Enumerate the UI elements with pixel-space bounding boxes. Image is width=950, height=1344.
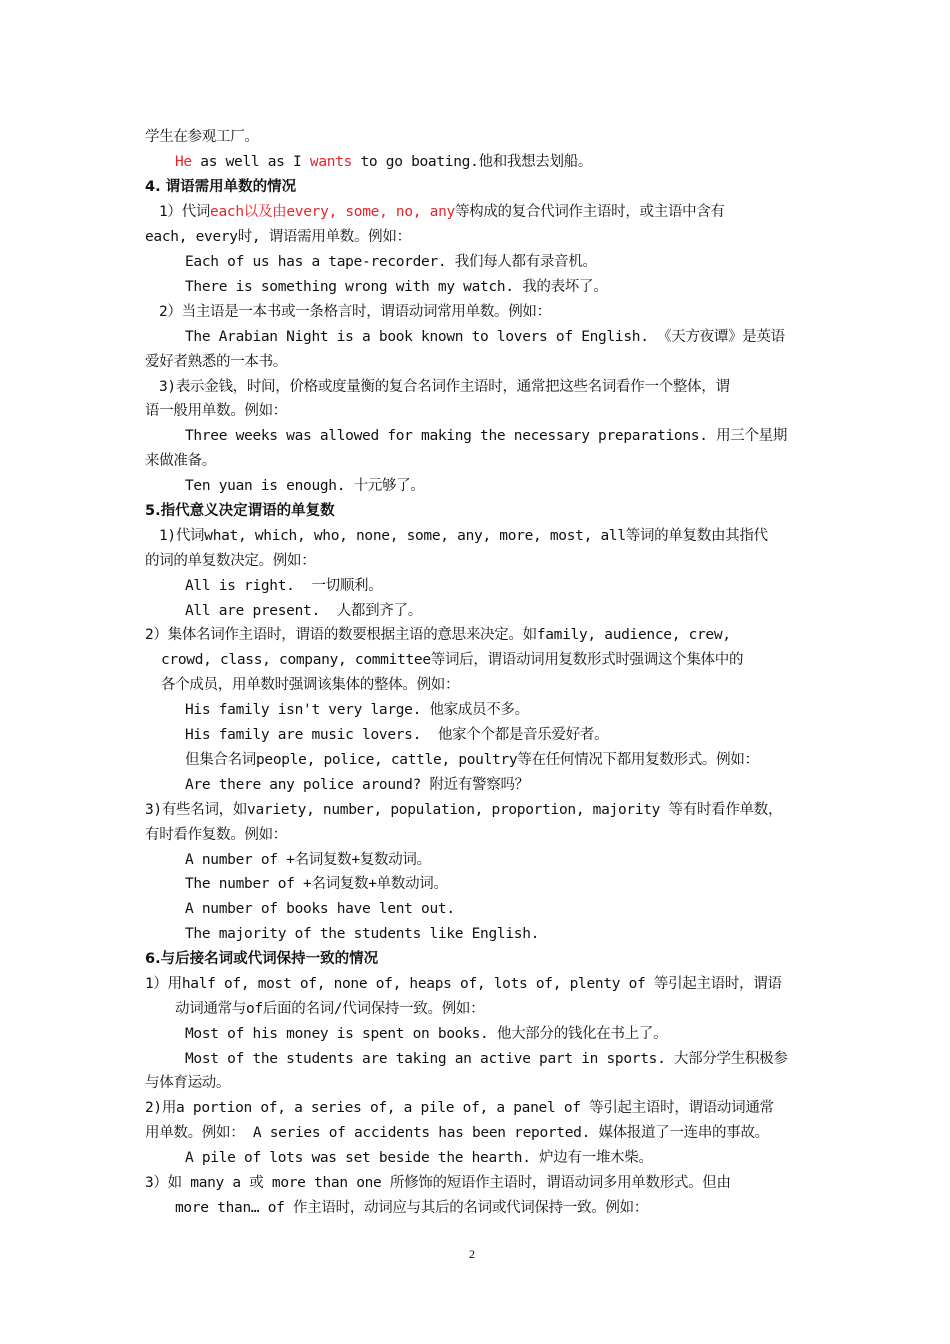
text-run: as well as I — [191, 154, 310, 170]
example-line: His family isn't very large. 他家成员不多。 — [185, 702, 529, 718]
emphasis-text: He — [175, 154, 192, 170]
text-run: 等构成的复合代词作主语时，或主语中含有 — [454, 204, 725, 220]
example-line: His family are music lovers. 他家个个都是音乐爱好者。 — [185, 727, 609, 743]
example-line: Are there any police around? 附近有警察吗？ — [185, 777, 529, 793]
text-line: 动词通常与of后面的名词/代词保持一致。例如： — [175, 1001, 485, 1017]
text-line: 3）如 many a 或 more than one 所修饰的短语作主语时，谓语动词多用单数形式。但由 — [145, 1175, 731, 1191]
page-number: 2 — [469, 1247, 475, 1261]
text-line: 2）集体名词作主语时，谓语的数要根据主语的意思来决定。如family, audience, crew, — [145, 627, 731, 643]
emphasis-text: wants — [309, 154, 353, 170]
text-line: 语一般用单数。例如： — [145, 403, 287, 419]
text-run: 1）代词 — [159, 204, 211, 220]
example-line: Ten yuan is enough. 十元够了。 — [185, 478, 425, 494]
section-heading: 4. 谓语需用单数的情况 — [145, 179, 297, 195]
text-line: 与体育运动。 — [145, 1075, 231, 1091]
text-line: 爱好者熟悉的一本书。 — [145, 354, 287, 370]
example-line: The Arabian Night is a book known to lovers of English. 《天方夜谭》是英语 — [185, 329, 785, 345]
example-line: The number of +名词复数+单数动词。 — [185, 876, 448, 892]
text-line: 用单数。例如： A series of accidents has been reported. 媒体报道了一连串的事故。 — [145, 1125, 769, 1141]
text-line — [175, 152, 592, 172]
text-line: 有时看作复数。例如： — [145, 827, 287, 843]
text-line: 来做准备。 — [145, 453, 216, 469]
emphasis-text: each以及由every, some, no, any — [210, 204, 455, 220]
text-line: 的词的单复数决定。例如： — [145, 553, 316, 569]
text-line: 2)用a portion of, a series of, a pile of, a panel of 等引起主语时，谓语动词通常 — [145, 1100, 774, 1116]
section-heading: 5.指代意义决定谓语的单复数 — [145, 503, 335, 519]
example-line: A number of books have lent out. — [185, 901, 455, 917]
text-line: 1）用half of, most of, none of, heaps of, lots of, plenty of 等引起主语时，谓语 — [145, 976, 782, 992]
text-line: crowd, class, company, committee等词后，谓语动词用复数形式时强调这个集体中的 — [161, 652, 744, 668]
section-heading: 6.与后接名词或代词保持一致的情况 — [145, 951, 379, 967]
text-line: 3)有些名词，如variety, number, population, proportion, majority 等有时看作单数， — [145, 802, 783, 818]
text-line: 1)代词what, which, who, none, some, any, more, most, all等词的单复数由其指代 — [159, 528, 768, 544]
example-line: There is something wrong with my watch. 我的表坏了。 — [185, 279, 608, 295]
example-line: Each of us has a tape-recorder. 我们每人都有录音机。 — [185, 254, 597, 270]
text-line: more than… of 作主语时，动词应与其后的名词或代词保持一致。例如： — [175, 1200, 649, 1216]
example-line: All is right. 一切顺利。 — [185, 578, 383, 594]
text-run: to go boating.他和我想去划船。 — [352, 154, 593, 170]
example-line: Most of his money is spent on books. 他大部分的钱化在书上了。 — [185, 1026, 668, 1042]
example-line: The majority of the students like English. — [185, 926, 540, 942]
text-line: 各个成员，用单数时强调该集体的整体。例如： — [161, 677, 460, 693]
text-line: 但集合名词people, police, cattle, poultry等在任何情况下都用复数形式。例如： — [185, 752, 759, 768]
text-line: 2）当主语是一本书或一条格言时，谓语动词常用单数。例如： — [159, 304, 551, 320]
example-line: Most of the students are taking an active part in sports. 大部分学生积极参 — [185, 1051, 788, 1067]
example-line: A number of +名词复数+复数动词。 — [185, 852, 431, 868]
text-line: 3)表示金钱，时间，价格或度量衡的复合名词作主语时，通常把这些名词看作一个整体，谓 — [159, 379, 730, 395]
example-line: Three weeks was allowed for making the necessary preparations. 用三个星期 — [185, 428, 788, 444]
example-line: All are present. 人都到齐了。 — [185, 603, 422, 619]
text-line: 学生在参观工厂。 — [145, 129, 259, 145]
text-line — [159, 202, 725, 222]
example-line: A pile of lots was set beside the hearth. 炉边有一堆木柴。 — [185, 1150, 653, 1166]
text-line: each, every时, 谓语需用单数。例如： — [145, 229, 411, 245]
